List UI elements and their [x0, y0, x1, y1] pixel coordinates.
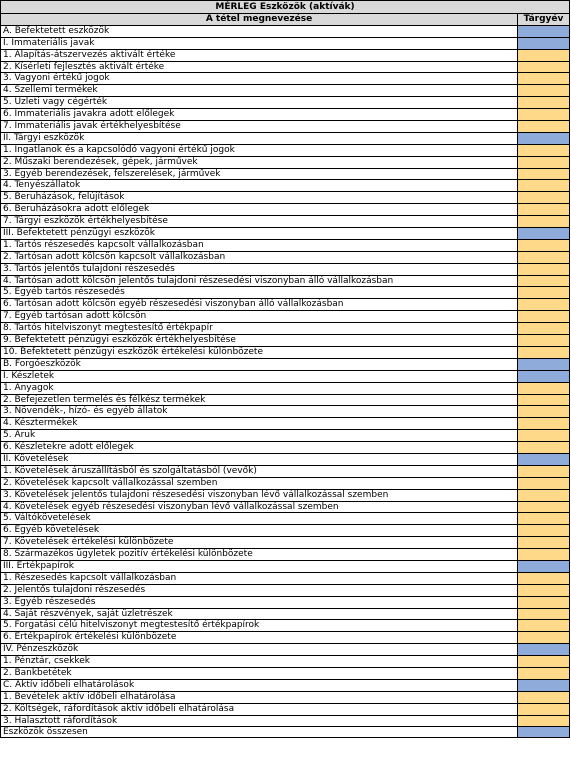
row-label: I. Készletek — [1, 371, 518, 382]
value-cell[interactable] — [518, 264, 569, 275]
row-label: 5. Beruházások, felújítások — [1, 192, 518, 203]
table-row — [0, 72, 570, 84]
value-cell[interactable] — [518, 442, 569, 453]
row-label: 4. Saját részvények, saját üzletrészek — [1, 609, 518, 620]
table-row — [0, 429, 570, 441]
table-row — [0, 667, 570, 679]
table-row — [0, 619, 570, 631]
table-row — [0, 382, 570, 394]
table-row — [0, 227, 570, 239]
table-row — [0, 512, 570, 524]
value-cell[interactable] — [518, 430, 569, 441]
table-row — [0, 715, 570, 727]
table-row — [0, 679, 570, 691]
table-row — [0, 358, 570, 370]
row-label: II. Tárgyi eszközök — [1, 133, 518, 144]
value-cell[interactable] — [518, 716, 569, 727]
row-label: 2. Jelentős tulajdoni részesedés — [1, 585, 518, 596]
row-label: 8. Származékos ügyletek pozitív értékelési különbözete — [1, 549, 518, 560]
row-label: C. Aktív időbeli elhatárolások — [1, 680, 518, 691]
value-cell[interactable] — [518, 335, 569, 346]
row-label: 1. Alapítás-átszervezés aktivált értéke — [1, 50, 518, 61]
table-row — [0, 310, 570, 322]
row-label: 2. Kísérleti fejlesztés aktivált értéke — [1, 62, 518, 73]
value-cell[interactable] — [518, 323, 569, 334]
row-label: 2. Tartósan adott kölcsön kapcsolt vállalkozásban — [1, 252, 518, 263]
table-row — [0, 655, 570, 667]
table-row — [0, 394, 570, 406]
value-cell[interactable] — [518, 192, 569, 203]
row-label: 6. Beruházásokra adott előlegek — [1, 204, 518, 215]
value-cell[interactable] — [518, 573, 569, 584]
row-label: 3. Vagyoni értékű jogok — [1, 73, 518, 84]
value-cell[interactable] — [518, 418, 569, 429]
row-label: 5. Áruk — [1, 430, 518, 441]
value-cell[interactable] — [518, 252, 569, 263]
table-row — [0, 726, 570, 738]
value-cell[interactable] — [518, 145, 569, 156]
value-cell[interactable] — [518, 668, 569, 679]
value-cell[interactable] — [518, 240, 569, 251]
row-label: 6. Készletekre adott előlegek — [1, 442, 518, 453]
table-row — [0, 49, 570, 61]
table-row — [0, 84, 570, 96]
row-label: 3. Egyéb berendezések, felszerelések, járművek — [1, 169, 518, 180]
table-row — [0, 441, 570, 453]
column-header-value: Tárgyév — [518, 14, 569, 25]
row-label: 5. Forgatási célú hitelviszonyt megtestesítő értékpapírok — [1, 620, 518, 631]
table-row — [0, 263, 570, 275]
value-cell[interactable] — [518, 157, 569, 168]
value-cell[interactable] — [518, 704, 569, 715]
row-label: 2. Befejezetlen termelés és félkész termékek — [1, 395, 518, 406]
table-row — [0, 346, 570, 358]
row-label: 1. Ingatlanok és a kapcsolódó vagyoni értékű jogok — [1, 145, 518, 156]
value-cell[interactable] — [518, 216, 569, 227]
value-cell[interactable] — [518, 62, 569, 73]
table-row — [0, 477, 570, 489]
value-cell[interactable] — [518, 406, 569, 417]
row-label: 1. Bevételek aktív időbeli elhatárolása — [1, 692, 518, 703]
table-row — [0, 703, 570, 715]
row-label: 10. Befektetett pénzügyi eszközök értékelési különbözete — [1, 347, 518, 358]
value-cell[interactable] — [518, 50, 569, 61]
table-row — [0, 61, 570, 73]
value-cell[interactable] — [518, 276, 569, 287]
table-row — [0, 548, 570, 560]
table-row — [0, 25, 570, 37]
table-row — [0, 417, 570, 429]
row-label: B. Forgóeszközök — [1, 359, 518, 370]
row-label: 3. Növendék-, hízó- és egyéb állatok — [1, 406, 518, 417]
table-row — [0, 168, 570, 180]
value-cell[interactable] — [518, 359, 569, 370]
value-cell[interactable] — [518, 73, 569, 84]
value-cell[interactable] — [518, 371, 569, 382]
table-row — [0, 179, 570, 191]
row-label: 7. Követelések értékelési különbözete — [1, 537, 518, 548]
value-cell[interactable] — [518, 133, 569, 144]
table-row — [0, 239, 570, 251]
value-cell[interactable] — [518, 692, 569, 703]
row-label: 7. Immateriális javak értékhelyesbítése — [1, 121, 518, 132]
row-label: 1. Részesedés kapcsolt vállalkozásban — [1, 573, 518, 584]
value-cell[interactable] — [518, 609, 569, 620]
table-row — [0, 370, 570, 382]
value-cell[interactable] — [518, 121, 569, 132]
table-row — [0, 322, 570, 334]
row-label: 5. Váltókövetelések — [1, 513, 518, 524]
table-row — [0, 405, 570, 417]
table-row — [0, 524, 570, 536]
table-row — [0, 489, 570, 501]
row-label: 4. Követelések egyéb részesedési viszonyban lévő vállalkozással szemben — [1, 502, 518, 513]
value-cell[interactable] — [518, 680, 569, 691]
value-cell[interactable] — [518, 169, 569, 180]
row-label: 8. Tartós hitelviszonyt megtestesítő értékpapír — [1, 323, 518, 334]
row-label: 1. Tartós részesedés kapcsolt vállalkozásban — [1, 240, 518, 251]
table-body — [0, 25, 570, 738]
value-cell[interactable] — [518, 97, 569, 108]
table-row — [0, 572, 570, 584]
row-label: 6. Tartósan adott kölcsön egyéb részesedési viszonyban álló vállalkozásban — [1, 299, 518, 310]
table-row — [0, 251, 570, 263]
table-row — [0, 191, 570, 203]
value-cell[interactable] — [518, 490, 569, 501]
value-cell[interactable] — [518, 109, 569, 120]
row-label: 6. Immateriális javakra adott előlegek — [1, 109, 518, 120]
table-row — [0, 560, 570, 572]
value-cell[interactable] — [518, 561, 569, 572]
row-label: Eszközök összesen — [1, 727, 518, 737]
value-cell[interactable] — [518, 727, 569, 737]
row-label: 7. Egyéb tartósan adott kölcsön — [1, 311, 518, 322]
table-row — [0, 608, 570, 620]
value-cell[interactable] — [518, 502, 569, 513]
value-cell[interactable] — [518, 478, 569, 489]
column-header-row — [0, 13, 570, 25]
row-label: II. Követelések — [1, 454, 518, 465]
value-cell[interactable] — [518, 525, 569, 536]
value-cell[interactable] — [518, 204, 569, 215]
value-cell[interactable] — [518, 620, 569, 631]
table-row — [0, 596, 570, 608]
value-cell[interactable] — [518, 466, 569, 477]
table-row — [0, 631, 570, 643]
value-cell[interactable] — [518, 85, 569, 96]
table-row — [0, 96, 570, 108]
table-row — [0, 334, 570, 346]
table-row — [0, 536, 570, 548]
row-label: III. Befektetett pénzügyi eszközök — [1, 228, 518, 239]
value-cell[interactable] — [518, 632, 569, 643]
row-label: 3. Egyéb részesedés — [1, 597, 518, 608]
table-row — [0, 501, 570, 513]
table-row — [0, 286, 570, 298]
table-row — [0, 156, 570, 168]
value-cell[interactable] — [518, 228, 569, 239]
value-cell[interactable] — [518, 299, 569, 310]
value-cell[interactable] — [518, 454, 569, 465]
table-row — [0, 275, 570, 287]
row-label: 1. Anyagok — [1, 383, 518, 394]
value-cell[interactable] — [518, 26, 569, 37]
value-cell[interactable] — [518, 585, 569, 596]
row-label: 2. Bankbetétek — [1, 668, 518, 679]
value-cell[interactable] — [518, 180, 569, 191]
table-row — [0, 203, 570, 215]
row-label: III. Értékpapírok — [1, 561, 518, 572]
row-label: 2. Költségek, ráfordítások aktív időbeli elhatárolása — [1, 704, 518, 715]
table-row — [0, 691, 570, 703]
row-label: 2. Műszaki berendezések, gépek, járművek — [1, 157, 518, 168]
table-row — [0, 108, 570, 120]
row-label: 4. Késztermékek — [1, 418, 518, 429]
table-row — [0, 584, 570, 596]
row-label: 5. Egyéb tartós részesedés — [1, 287, 518, 298]
row-label: 3. Követelések jelentős tulajdoni részesedési viszonyban lévő vállalkozással szemben — [1, 490, 518, 501]
value-cell[interactable] — [518, 383, 569, 394]
value-cell[interactable] — [518, 597, 569, 608]
table-row — [0, 37, 570, 49]
row-label: 4. Szellemi termékek — [1, 85, 518, 96]
row-label: 2. Követelések kapcsolt vállalkozással szemben — [1, 478, 518, 489]
row-label: 1. Pénztár, csekkek — [1, 656, 518, 667]
table-row — [0, 215, 570, 227]
row-label: 6. Egyéb követelések — [1, 525, 518, 536]
value-cell[interactable] — [518, 38, 569, 49]
row-label: 9. Befektetett pénzügyi eszközök értékhelyesbítése — [1, 335, 518, 346]
value-cell[interactable] — [518, 644, 569, 655]
value-cell[interactable] — [518, 549, 569, 560]
sheet-title: MÉRLEG Eszközök (aktívák) — [0, 0, 570, 13]
row-label: 4. Tartósan adott kölcsön jelentős tulajdoni részesedési viszonyban álló vállalkozásban — [1, 276, 518, 287]
row-label: A. Befektetett eszközök — [1, 26, 518, 37]
row-label: IV. Pénzeszközök — [1, 644, 518, 655]
value-cell[interactable] — [518, 347, 569, 358]
value-cell[interactable] — [518, 513, 569, 524]
table-row — [0, 132, 570, 144]
value-cell[interactable] — [518, 395, 569, 406]
row-label: 1. Követelések áruszállításból és szolgáltatásból (vevők) — [1, 466, 518, 477]
row-label: 7. Tárgyi eszközök értékhelyesbítése — [1, 216, 518, 227]
value-cell[interactable] — [518, 656, 569, 667]
row-label: 5. Üzleti vagy cégérték — [1, 97, 518, 108]
table-row — [0, 465, 570, 477]
row-label: 3. Tartós jelentős tulajdoni részesedés — [1, 264, 518, 275]
value-cell[interactable] — [518, 311, 569, 322]
row-label: 3. Halasztott ráfordítások — [1, 716, 518, 727]
table-row — [0, 120, 570, 132]
row-label: 6. Értékpapírok értékelési különbözete — [1, 632, 518, 643]
table-row — [0, 643, 570, 655]
column-header-name: A tétel megnevezése — [1, 14, 518, 25]
table-row — [0, 453, 570, 465]
value-cell[interactable] — [518, 537, 569, 548]
table-row — [0, 298, 570, 310]
row-label: 4. Tenyészállatok — [1, 180, 518, 191]
value-cell[interactable] — [518, 287, 569, 298]
row-label: I. Immateriális javak — [1, 38, 518, 49]
table-row — [0, 144, 570, 156]
